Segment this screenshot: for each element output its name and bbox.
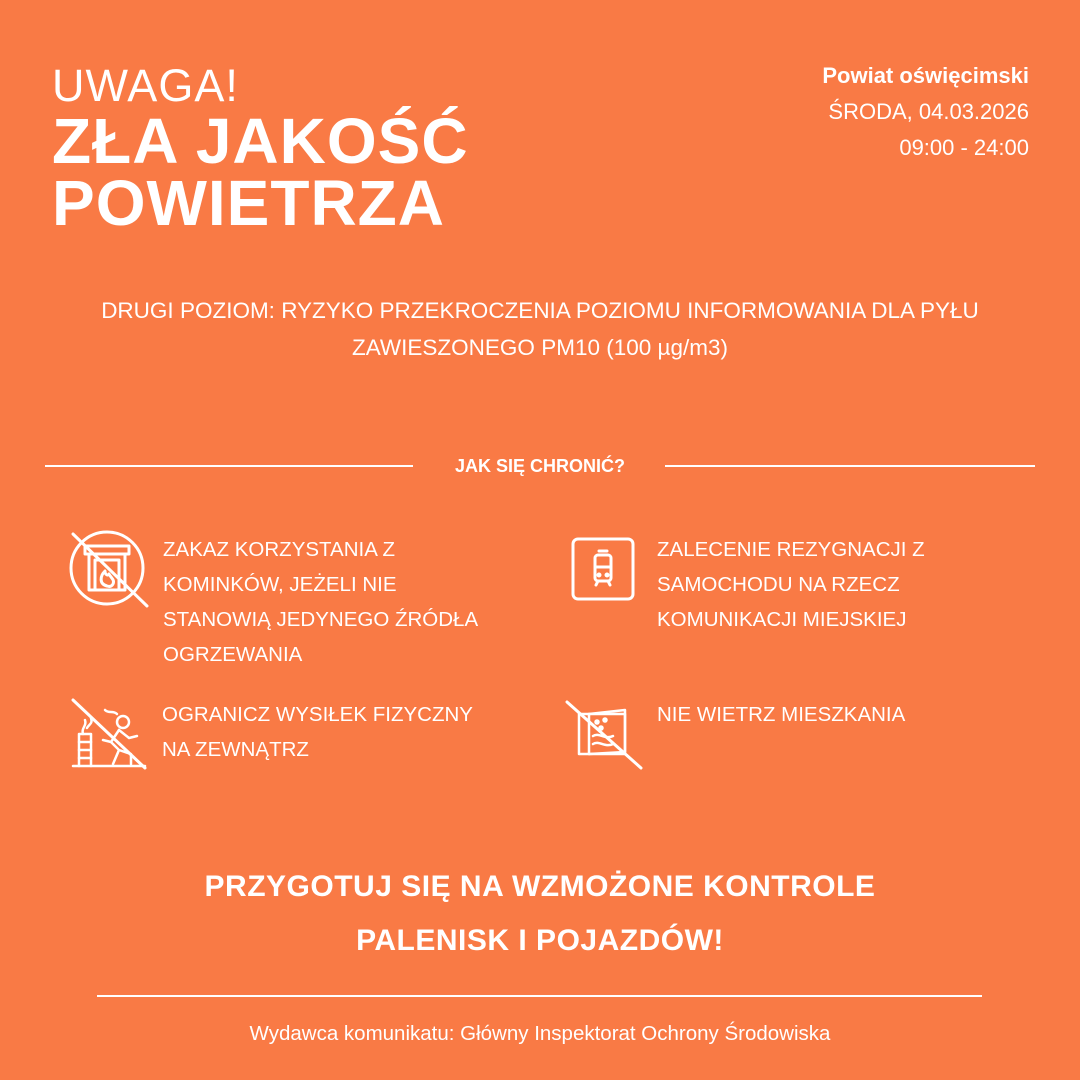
alert-level-description bbox=[40, 292, 1040, 366]
alert-time-range: 09:00 - 24:00 bbox=[899, 135, 1029, 160]
level-line-1: DRUGI POZIOM: RYZYKO PRZEKROCZENIA POZIOMU INFORMOWANIA DLA PYŁU bbox=[101, 298, 979, 323]
tip-physical-activity bbox=[162, 697, 473, 767]
section-heading bbox=[45, 452, 1035, 480]
tip-public-transport bbox=[657, 532, 925, 637]
tip-fireplace bbox=[163, 532, 478, 672]
tip-line: ZAKAZ KORZYSTANIA Z bbox=[163, 538, 395, 561]
tip-line: ZALECENIE REZYGNACJI Z bbox=[657, 538, 925, 561]
no-running-icon bbox=[69, 698, 149, 778]
section-title: JAK SIĘ CHRONIĆ? bbox=[454, 456, 625, 476]
tip-line: NIE WIETRZ MIESZKANIA bbox=[657, 703, 906, 726]
alert-label: UWAGA! bbox=[52, 60, 239, 111]
publisher-note: Wydawca komunikatu: Główny Inspektorat Ochrony Środowiska bbox=[249, 1022, 831, 1045]
headline-line-1: ZŁA JAKOŚĆ bbox=[52, 105, 469, 177]
divider-right bbox=[665, 465, 1035, 467]
no-window-ventilation-icon bbox=[563, 698, 643, 778]
tip-ventilation bbox=[657, 697, 905, 732]
cta-line-2: PALENISK I POJAZDÓW! bbox=[356, 924, 724, 957]
tip-line: OGRANICZ WYSIŁEK FIZYCZNY bbox=[162, 703, 473, 726]
region-name: Powiat oświęcimski bbox=[822, 63, 1029, 88]
footer-divider bbox=[97, 995, 982, 997]
tip-line: OGRZEWANIA bbox=[163, 643, 303, 666]
alert-date: ŚRODA, 04.03.2026 bbox=[828, 99, 1029, 124]
tip-line: KOMINKÓW, JEŻELI NIE bbox=[163, 573, 397, 596]
cta-line-1: PRZYGOTUJ SIĘ NA WZMOŻONE KONTROLE bbox=[204, 870, 876, 903]
tip-line: STANOWIĄ JEDYNEGO ŹRÓDŁA bbox=[163, 608, 479, 631]
headline-line-2: POWIETRZA bbox=[52, 167, 445, 239]
page-title bbox=[52, 105, 469, 239]
tip-line: SAMOCHODU NA RZECZ bbox=[657, 573, 900, 596]
alert-meta bbox=[822, 58, 1029, 166]
no-fireplace-icon bbox=[69, 530, 149, 610]
level-line-2: ZAWIESZONEGO PM10 (100 µg/m3) bbox=[352, 335, 728, 360]
tip-line: NA ZEWNĄTRZ bbox=[162, 738, 309, 761]
call-to-action bbox=[0, 860, 1080, 968]
tip-line: KOMUNIKACJI MIEJSKIEJ bbox=[657, 608, 907, 631]
public-transport-icon bbox=[571, 537, 635, 601]
